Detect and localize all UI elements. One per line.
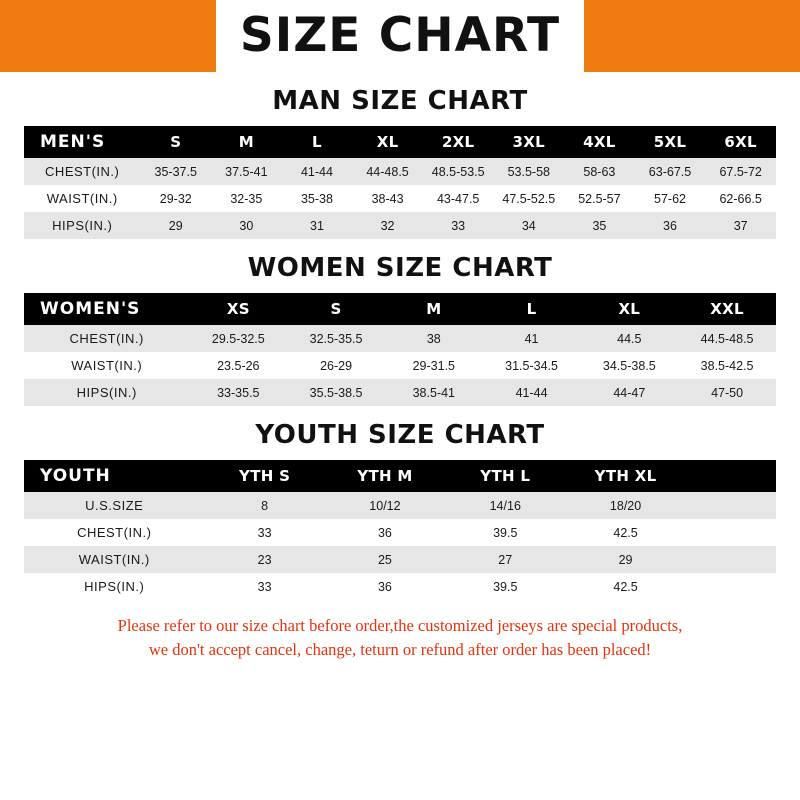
page-title: SIZE CHART [216, 0, 584, 72]
cell: 33-35.5 [217, 385, 260, 400]
table-header-row [24, 460, 776, 492]
cell: 29.5-32.5 [211, 331, 265, 346]
cell: 38.5-42.5 [700, 358, 754, 373]
table-row [24, 185, 776, 212]
table-row [24, 352, 776, 379]
cell: 38-43 [371, 191, 404, 206]
cell: 37.5-41 [225, 164, 268, 179]
row-label: HIPS(IN.) [76, 385, 137, 400]
cell: 67.5-72 [719, 164, 762, 179]
row-label: WAIST(IN.) [46, 191, 118, 206]
col-header: 5XL [653, 133, 687, 151]
cell: 36 [663, 218, 677, 233]
cell: 43-47.5 [436, 191, 480, 206]
header-bar [0, 0, 800, 72]
cell-spacer [686, 492, 776, 519]
cell: 58-63 [583, 164, 616, 179]
row-label: HIPS(IN.) [84, 579, 145, 594]
cell-spacer [686, 546, 776, 573]
header-left-fill [0, 0, 86, 72]
header-right-fill [714, 0, 800, 72]
col-header: YTH XL [594, 467, 657, 485]
table-row [24, 573, 776, 600]
col-header: 2XL [441, 133, 475, 151]
table-header-row [24, 126, 776, 158]
row-label: CHEST(IN.) [69, 331, 144, 346]
cell: 38 [426, 331, 441, 346]
col-header: 6XL [724, 133, 757, 151]
row-label: WAIST(IN.) [78, 552, 150, 567]
cell: 29-31.5 [412, 358, 456, 373]
cell: 47-50 [711, 385, 744, 400]
cell: 39.5 [493, 525, 518, 540]
cell: 37 [733, 218, 748, 233]
col-header: MEN'S [40, 132, 106, 152]
cell: 35 [592, 218, 607, 233]
cell: 33 [451, 218, 466, 233]
cell: 35-37.5 [154, 164, 197, 179]
cell: 42.5 [613, 525, 638, 540]
cell: 41 [524, 331, 539, 346]
cell: 35.5-38.5 [309, 385, 363, 400]
row-label: WAIST(IN.) [71, 358, 143, 373]
cell: 36 [377, 525, 392, 540]
cell: 44.5-48.5 [700, 331, 754, 346]
table-row [24, 212, 776, 239]
cell: 32.5-35.5 [309, 331, 363, 346]
footer-note [24, 614, 776, 662]
col-header: S [330, 300, 342, 318]
cell: 35-38 [300, 191, 333, 206]
table-row [24, 492, 776, 519]
cell-spacer [686, 573, 776, 600]
cell: 26-29 [320, 358, 353, 373]
col-header: YTH S [239, 467, 291, 485]
cell: 31 [310, 218, 324, 233]
cell: 63-67.5 [648, 164, 692, 179]
cell: 23 [257, 552, 272, 567]
cell: 33 [257, 525, 272, 540]
section-title-youth: YOUTH SIZE CHART [255, 420, 545, 450]
row-label: U.S.SIZE [85, 498, 144, 513]
cell: 42.5 [613, 579, 638, 594]
cell: 29 [168, 218, 183, 233]
footer-line-1: Please refer to our size chart before order,the customized jerseys are special products, [117, 616, 683, 635]
row-label: CHEST(IN.) [45, 164, 120, 179]
cell: 34.5-38.5 [602, 358, 656, 373]
cell: 33 [257, 579, 272, 594]
cell: 29 [618, 552, 633, 567]
col-header: XXL [710, 300, 744, 318]
women-size-table [24, 293, 776, 406]
cell-spacer [686, 519, 776, 546]
col-header: YOUTH [40, 466, 111, 486]
cell: 48.5-53.5 [431, 164, 485, 179]
table-header-row [24, 293, 776, 325]
youth-size-table [24, 460, 776, 600]
cell: 47.5-52.5 [502, 191, 556, 206]
col-header: XL [376, 133, 399, 151]
cell: 27 [498, 552, 513, 567]
cell: 8 [261, 498, 269, 513]
cell: 52.5-57 [578, 191, 621, 206]
col-header: 3XL [512, 133, 546, 151]
table-row [24, 325, 776, 352]
cell: 18/20 [609, 498, 642, 513]
cell: 44.5 [617, 331, 642, 346]
col-header: YTH L [480, 467, 531, 485]
table-row [24, 519, 776, 546]
cell: 14/16 [489, 498, 521, 513]
col-header-spacer [686, 460, 776, 492]
cell: 62-66.5 [719, 191, 762, 206]
content [0, 86, 800, 662]
cell: 23.5-26 [217, 358, 260, 373]
col-header: XS [226, 300, 250, 318]
row-label: HIPS(IN.) [52, 218, 113, 233]
table-row [24, 379, 776, 406]
cell: 39.5 [493, 579, 518, 594]
cell: 44-48.5 [366, 164, 409, 179]
men-size-table [24, 126, 776, 239]
col-header: L [526, 300, 537, 318]
cell: 30 [239, 218, 254, 233]
cell: 32-35 [230, 191, 263, 206]
cell: 31.5-34.5 [505, 358, 558, 373]
col-header: WOMEN'S [40, 299, 141, 319]
section-title-men: MAN SIZE CHART [272, 86, 528, 116]
cell: 29-32 [159, 191, 192, 206]
table-row [24, 546, 776, 573]
cell: 38.5-41 [412, 385, 456, 400]
cell: 10/12 [369, 498, 401, 513]
section-title-women: WOMEN SIZE CHART [247, 253, 553, 283]
row-label: CHEST(IN.) [77, 525, 152, 540]
col-header: S [170, 133, 182, 151]
cell: 53.5-58 [507, 164, 550, 179]
col-header: L [312, 133, 322, 151]
cell: 32 [380, 218, 395, 233]
cell: 57-62 [654, 191, 686, 206]
cell: 41-44 [300, 164, 333, 179]
col-header: XL [618, 300, 641, 318]
col-header: M [238, 133, 254, 151]
col-header: 4XL [583, 133, 616, 151]
table-row [24, 158, 776, 185]
footer-line-2: we don't accept cancel, change, teturn or refund after order has been placed! [148, 639, 652, 659]
col-header: M [426, 300, 442, 318]
col-header: YTH M [357, 467, 413, 485]
cell: 34 [521, 218, 536, 233]
cell: 25 [377, 552, 392, 567]
cell: 36 [377, 579, 392, 594]
cell: 44-47 [613, 385, 646, 400]
cell: 41-44 [515, 385, 548, 400]
